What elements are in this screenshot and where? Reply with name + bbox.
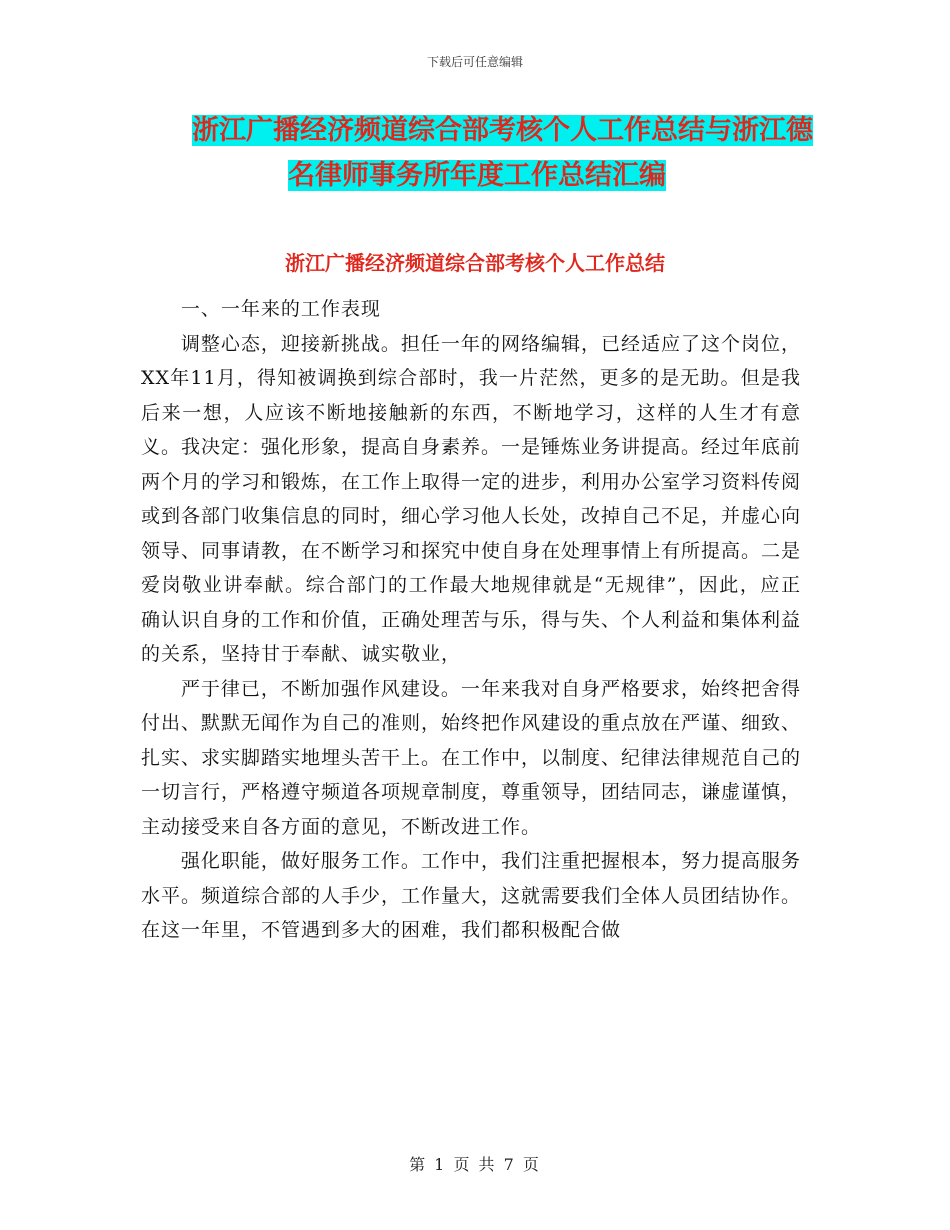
document-title-line-2	[140, 153, 820, 198]
document-body	[141, 292, 801, 948]
document-title	[140, 108, 820, 198]
document-title-line-1	[140, 108, 820, 153]
paragraph: 强化职能，做好服务工作。工作中，我们注重把握根本，努力提高服务水平。频道综合部的人手少，工作量大，这就需要我们全体人员团结协作。在这一年里，不管遇到多大的困难，我们都积极配合做	[141, 850, 802, 941]
section-title: 浙江广播经济频道综合部考核个人工作总结	[285, 251, 665, 275]
paragraph-heading: 一、一年来的工作表现	[180, 298, 381, 320]
title-highlight-2: 名律师事务所年度工作总结汇编	[288, 160, 666, 191]
paragraph: 严于律已，不断加强作风建设。一年来我对自身严格要求，始终把舍得付出、默默无闻作为自己的准则，始终把作风建设的重点放在严谨、细致、扎实、求实脚踏实地埋头苦干上。在工作中，以制度、纪律法律规范自己的一切言行，严格遵守频道各项规章制度，尊重领导，团结同志，谦虚谨慎，主动接受来自各方面的意见，不断改进工作。	[141, 677, 802, 838]
paragraph: 调整心态，迎接新挑战。担任一年的网络编辑，已经适应了这个岗位，XX年11月，得知被调换到综合部时，我一片茫然，更多的是无助。但是我后来一想，人应该不断地接触新的东西，不断地学习，这样的人生才有意义。我决定：强化形象，提高自身素养。一是锤炼业务讲提高。经过年底前两个月的学习和锻炼，在工作上取得一定的进步，利用办公室学习资料传阅或到各部门收集信息的同时，细心学习他人长处，改掉自己不足，并虚心向领导、同事请教，在不断学习和探究中使自身在处理事情上有所提高。二是爱岗敬业讲奉献。综合部门的工作最大地规律就是“无规律”，因此，应正确认识自身的工作和价值，正确处理苦与乐，得与失、个人利益和集体利益的关系，坚持甘于奉献、诚实敬业，	[141, 332, 802, 665]
page-number-footer: 第 1 页 共 7 页	[409, 1155, 541, 1174]
title-highlight-1: 浙江广播经济频道综合部考核个人工作总结与浙江德	[192, 115, 813, 146]
header-note: 下载后可任意编辑	[426, 55, 523, 69]
